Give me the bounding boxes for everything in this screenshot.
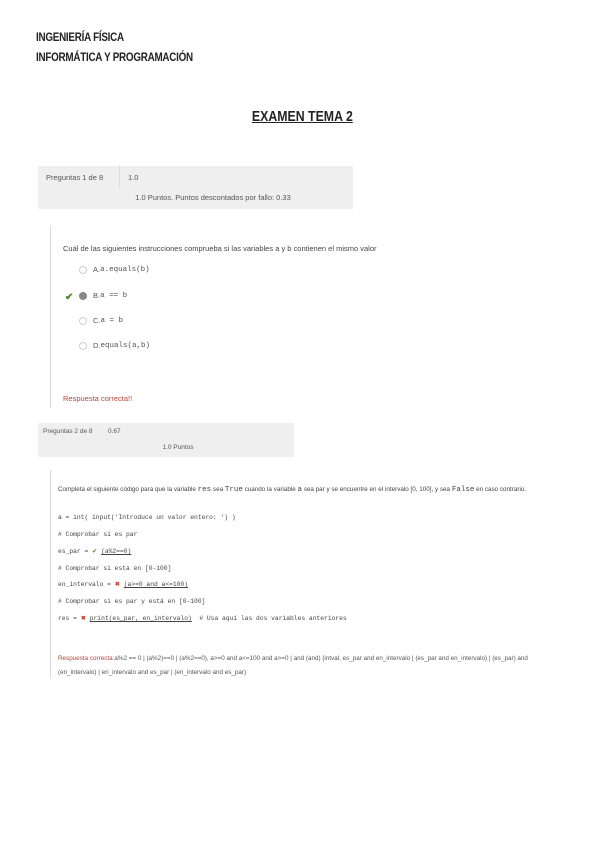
radio-a[interactable] [79, 266, 87, 274]
question-2-feedback [58, 652, 528, 680]
cross-icon: ✖ [80, 615, 86, 622]
option-b[interactable] [79, 291, 127, 300]
question-1-text: Cuál de las siguientes instrucciones comprueba si las variables a y b contienen el mismo valor [63, 244, 377, 253]
option-c-code: a = b [100, 316, 124, 325]
feedback-label: Respuesta correcta: [58, 655, 115, 662]
en-intervalo-prefix: en_intervalo = [58, 581, 115, 588]
code-comment-both: # Comprobar si es par y está en [0-100] [58, 598, 206, 605]
res-comment: # Usa aquí las dos variables anteriores [191, 615, 347, 622]
question-1-points: 1.0 Puntos. Puntos descontados por fallo: 0.33 [135, 193, 291, 202]
es-par-prefix: es_par = [58, 548, 93, 555]
header-line-1: INGENIERÍA FÍSICA [36, 30, 124, 44]
radio-b[interactable] [79, 292, 87, 300]
code-comment-par: # Comprobar si es par [58, 531, 138, 538]
check-icon: ✔ [65, 292, 74, 303]
check-icon: ✔ [92, 548, 98, 555]
option-b-letter: B. [93, 291, 101, 300]
q2-text-part: Completa el siguiente código para que la variable [58, 486, 198, 493]
q2-var-a: a [297, 486, 302, 494]
option-d-letter: D. [93, 341, 101, 350]
code-line-en-intervalo [58, 581, 188, 588]
q2-text-part: en caso contrario. [474, 486, 527, 493]
divider [119, 166, 120, 188]
q2-var-res: res [197, 486, 212, 494]
question-1-feedback: Respuesta correcta!! [63, 394, 133, 403]
q2-kw-false: False [451, 486, 475, 494]
option-d-code: equals(a,b) [100, 341, 151, 350]
res-answer[interactable]: print(es_par, en_intervalo) [89, 615, 192, 622]
option-a-letter: A. [93, 265, 101, 274]
exam-title [0, 109, 600, 125]
q2-text-part: cuando la variable [242, 486, 298, 493]
code-line-es-par [58, 548, 131, 555]
cross-icon: ✖ [114, 581, 120, 588]
code-line-input: a = int( input('Introduce un valor entero: ') ) [58, 514, 236, 521]
es-par-answer[interactable]: (a%2==0) [101, 548, 132, 555]
q2-text-part: sea [211, 486, 225, 493]
q2-kw-true: True [224, 486, 243, 494]
question-2-rule [50, 470, 51, 678]
res-prefix: res = [58, 615, 81, 622]
question-2-points: 1.0 Puntos [162, 444, 194, 451]
en-intervalo-answer[interactable]: (a>=0 and a<=100) [123, 581, 188, 588]
option-a-code: a.equals(b) [100, 265, 150, 274]
feedback-text: a%2 == 0 | (a%2)==0 | (a%2==0), a>=0 and a<=100 and a>=0 | and (and) (intval, es_par and en_intervalo | (es_par and en_intervalo) | (es_par) and (en_intervalo) | en_intervalo and es_par | (en_intervalo and es_par) [58, 655, 528, 676]
option-d[interactable] [79, 341, 150, 350]
option-a[interactable] [79, 265, 150, 274]
option-c[interactable] [79, 316, 123, 325]
question-1-info [38, 166, 353, 209]
question-2-text [58, 484, 528, 496]
header-line-2: INFORMÁTICA Y PROGRAMACIÓN [36, 50, 193, 64]
question-1-mark: 1.0 [128, 173, 139, 182]
option-b-code: a == b [100, 291, 128, 300]
code-comment-interval: # Comprobar si esta en [0-100] [58, 565, 172, 572]
question-2-info [38, 423, 294, 457]
q2-text-part: sea par y se encuentre en el intervalo [0, 100], y sea [301, 486, 452, 493]
code-line-res [58, 615, 347, 622]
exam-title-text: EXAMEN TEMA 2 [252, 109, 353, 125]
radio-d[interactable] [79, 342, 87, 350]
radio-c[interactable] [79, 317, 87, 325]
question-2-number: Preguntas 2 de 8 [43, 428, 93, 435]
question-1-number: Preguntas 1 de 8 [46, 173, 104, 182]
question-2-mark: 0.67 [108, 428, 121, 435]
option-c-letter: C. [93, 316, 101, 325]
question-1-rule [50, 226, 51, 408]
